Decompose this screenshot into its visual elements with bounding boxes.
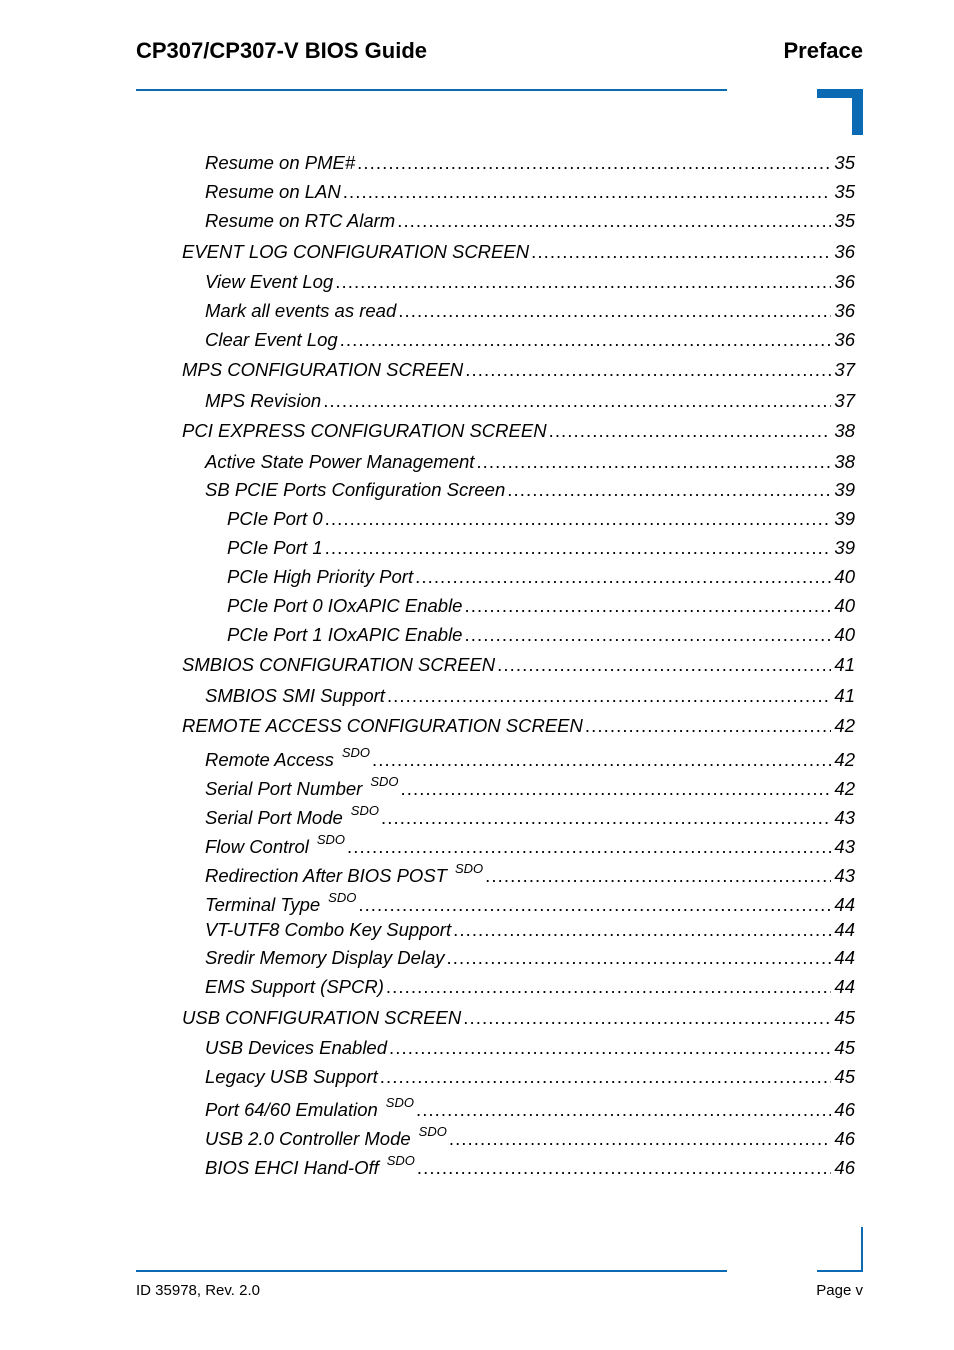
- toc-entry-title: Remote Access $^{SDO}$: [205, 745, 371, 770]
- toc-entry-title: Terminal Type $^{SDO}$: [205, 890, 357, 915]
- toc-entry[interactable]: [205, 210, 855, 234]
- toc-entry[interactable]: [205, 976, 855, 1000]
- toc-entry-title: Resume on PME#: [205, 152, 356, 173]
- toc-dot-leader: [464, 624, 831, 646]
- toc-dot-leader: [585, 715, 832, 737]
- toc-dot-leader: [497, 654, 831, 676]
- toc-entry[interactable]: [205, 300, 855, 324]
- toc-entry-page: 45: [834, 1066, 855, 1087]
- toc-entry-page: 37: [834, 390, 855, 411]
- toc-entry-title: VT-UTF8 Combo Key Support: [205, 919, 452, 940]
- toc-entry[interactable]: [205, 919, 855, 943]
- toc-entry-page: 42: [834, 749, 855, 770]
- page-number: Page v: [816, 1282, 863, 1299]
- toc-entry-page: 36: [834, 271, 855, 292]
- toc-entry[interactable]: [205, 1095, 855, 1119]
- document-title: CP307/CP307-V BIOS Guide: [136, 38, 427, 63]
- toc-entry-title: BIOS EHCI Hand-Off $^{SDO}$: [205, 1153, 415, 1178]
- toc-entry-page: 46: [834, 1157, 855, 1178]
- toc-entry-page: 41: [834, 685, 855, 706]
- toc-entry-superscript: SDO: [454, 861, 484, 876]
- toc-dot-leader: [358, 894, 831, 916]
- toc-entry[interactable]: [205, 832, 855, 856]
- toc-entry-page: 40: [834, 624, 855, 645]
- section-title: Preface: [783, 38, 863, 63]
- toc-dot-leader: [476, 451, 831, 473]
- toc-entry-superscript: SDO: [316, 832, 346, 847]
- toc-entry-page: 45: [834, 1037, 855, 1058]
- toc-entry-title: PCIe Port 1: [227, 537, 323, 558]
- toc-entry[interactable]: [182, 715, 855, 739]
- toc-dot-leader: [335, 271, 831, 293]
- toc-entry-page: 39: [834, 537, 855, 558]
- toc-entry-title: EVENT LOG CONFIGURATION SCREEN: [182, 241, 530, 262]
- toc-entry[interactable]: [205, 1037, 855, 1061]
- toc-entry-title: Flow Control $^{SDO}$: [205, 832, 346, 857]
- toc-entry-page: 41: [834, 654, 855, 675]
- toc-entry-page: 38: [834, 451, 855, 472]
- toc-entry[interactable]: [182, 420, 855, 444]
- document-id: ID 35978, Rev. 2.0: [136, 1282, 260, 1299]
- toc-entry[interactable]: [205, 181, 855, 205]
- toc-entry-title: SB PCIE Ports Configuration Screen: [205, 479, 506, 500]
- toc-entry[interactable]: [205, 890, 855, 914]
- toc-entry-superscript: SDO: [350, 803, 379, 818]
- toc-entry-title: Redirection After BIOS POST $^{SDO}$: [205, 861, 484, 886]
- toc-entry[interactable]: [205, 685, 855, 709]
- toc-dot-leader: [387, 685, 831, 707]
- toc-entry-page: 35: [834, 152, 855, 173]
- toc-entry[interactable]: [205, 479, 855, 503]
- toc-entry[interactable]: [227, 508, 855, 532]
- toc-entry-page: 43: [834, 836, 855, 857]
- toc-entry-title: MPS CONFIGURATION SCREEN: [182, 359, 464, 380]
- toc-entry-title: MPS Revision: [205, 390, 322, 411]
- toc-dot-leader: [389, 1037, 831, 1059]
- corner-mark-top-vertical: [852, 89, 863, 135]
- toc-entry-superscript: SDO: [418, 1124, 447, 1139]
- header-rule: [136, 89, 727, 91]
- toc-dot-leader: [400, 778, 831, 800]
- toc-entry-page: 36: [834, 329, 855, 350]
- toc-entry-page: 46: [834, 1099, 855, 1120]
- toc-entry[interactable]: [227, 624, 855, 648]
- toc-dot-leader: [549, 420, 832, 442]
- toc-entry-superscript: SDO: [370, 774, 399, 789]
- toc-entry-title: Active State Power Management: [205, 451, 475, 472]
- toc-entry[interactable]: [205, 1124, 855, 1148]
- toc-entry-superscript: SDO: [386, 1153, 415, 1168]
- toc-entry-superscript: SDO: [385, 1095, 414, 1110]
- toc-dot-leader: [415, 566, 831, 588]
- toc-dot-leader: [381, 807, 831, 829]
- toc-entry-superscript: SDO: [328, 890, 357, 905]
- toc-dot-leader: [357, 152, 831, 174]
- toc-entry-title: PCIe Port 0 IOxAPIC Enable: [227, 595, 463, 616]
- toc-entry-page: 44: [834, 919, 855, 940]
- toc-dot-leader: [453, 919, 831, 941]
- toc-dot-leader: [463, 1007, 831, 1029]
- toc-entry-page: 36: [834, 241, 855, 262]
- toc-entry[interactable]: [205, 861, 855, 885]
- toc-dot-leader: [343, 181, 832, 203]
- toc-entry[interactable]: [205, 1153, 855, 1177]
- toc-dot-leader: [485, 865, 831, 887]
- toc-dot-leader: [386, 976, 832, 998]
- toc-dot-leader: [398, 300, 831, 322]
- toc-entry-title: Resume on LAN: [205, 181, 341, 202]
- toc-entry-title: View Event Log: [205, 271, 334, 292]
- toc-entry[interactable]: [182, 241, 855, 265]
- toc-dot-leader: [323, 390, 831, 412]
- toc-dot-leader: [416, 1099, 831, 1121]
- toc-entry-page: 42: [834, 715, 855, 736]
- toc-entry[interactable]: [205, 451, 855, 475]
- toc-entry-page: 39: [834, 479, 855, 500]
- toc-entry-title: SMBIOS CONFIGURATION SCREEN: [182, 654, 496, 675]
- toc-entry-page: 40: [834, 566, 855, 587]
- toc-entry[interactable]: [205, 774, 855, 798]
- toc-entry[interactable]: [205, 1066, 855, 1090]
- toc-dot-leader: [531, 241, 831, 263]
- toc-entry[interactable]: [205, 745, 855, 769]
- toc-entry-title: Legacy USB Support: [205, 1066, 378, 1087]
- toc-dot-leader: [417, 1157, 832, 1179]
- toc-entry-title: PCIe Port 1 IOxAPIC Enable: [227, 624, 463, 645]
- toc-entry-title: Port 64/60 Emulation $^{SDO}$: [205, 1095, 414, 1120]
- toc-entry-title: EMS Support (SPCR): [205, 976, 384, 997]
- toc-entry[interactable]: [227, 595, 855, 619]
- toc-dot-leader: [340, 329, 832, 351]
- toc-entry-title: Clear Event Log: [205, 329, 338, 350]
- toc-entry-page: 44: [834, 894, 855, 915]
- toc-entry-page: 37: [834, 359, 855, 380]
- toc-dot-leader: [465, 359, 831, 381]
- toc-entry-title: Serial Port Mode $^{SDO}$: [205, 803, 379, 828]
- toc-entry[interactable]: [182, 359, 855, 383]
- toc-entry-page: 35: [834, 210, 855, 231]
- toc-entry-page: 43: [834, 807, 855, 828]
- toc-entry-page: 39: [834, 508, 855, 529]
- toc-entry-page: 35: [834, 181, 855, 202]
- toc-entry-page: 42: [834, 778, 855, 799]
- toc-entry-page: 43: [834, 865, 855, 886]
- toc-entry-page: 36: [834, 300, 855, 321]
- toc-entry[interactable]: [205, 329, 855, 353]
- toc-entry-title: Sredir Memory Display Delay: [205, 947, 445, 968]
- toc-entry[interactable]: [205, 271, 855, 295]
- toc-dot-leader: [347, 836, 831, 858]
- toc-entry-title: Resume on RTC Alarm: [205, 210, 396, 231]
- toc-entry-title: PCI EXPRESS CONFIGURATION SCREEN: [182, 420, 547, 441]
- toc-entry-page: 44: [834, 947, 855, 968]
- toc-entry-page: 44: [834, 976, 855, 997]
- toc-entry-title: USB Devices Enabled: [205, 1037, 388, 1058]
- toc-entry[interactable]: [205, 390, 855, 414]
- corner-mark-bottom-vertical: [861, 1227, 863, 1272]
- toc-entry-title: USB CONFIGURATION SCREEN: [182, 1007, 462, 1028]
- toc-entry-title: REMOTE ACCESS CONFIGURATION SCREEN: [182, 715, 583, 736]
- toc-dot-leader: [372, 749, 831, 771]
- toc-dot-leader: [447, 947, 832, 969]
- toc-dot-leader: [507, 479, 831, 501]
- toc-entry-title: Serial Port Number $^{SDO}$: [205, 774, 399, 799]
- toc-entry-page: 46: [834, 1128, 855, 1149]
- toc-entry[interactable]: [205, 152, 855, 176]
- toc-entry[interactable]: [227, 566, 855, 590]
- toc-entry-page: 40: [834, 595, 855, 616]
- toc-entry-title: PCIe High Priority Port: [227, 566, 414, 587]
- toc-entry-page: 38: [834, 420, 855, 441]
- corner-mark-bottom: [817, 1270, 863, 1272]
- footer-rule: [136, 1270, 727, 1272]
- toc-dot-leader: [464, 595, 831, 617]
- toc-entry-title: USB 2.0 Controller Mode $^{SDO}$: [205, 1124, 447, 1149]
- toc-entry-title: Mark all events as read: [205, 300, 397, 321]
- toc-dot-leader: [325, 508, 832, 530]
- toc-entry[interactable]: [205, 803, 855, 827]
- toc-entry[interactable]: [182, 1007, 855, 1031]
- toc-dot-leader: [397, 210, 831, 232]
- toc-entry[interactable]: [205, 947, 855, 971]
- toc-dot-leader: [325, 537, 832, 559]
- toc-dot-leader: [380, 1066, 832, 1088]
- toc-entry-page: 45: [834, 1007, 855, 1028]
- toc-entry-title: PCIe Port 0: [227, 508, 323, 529]
- toc-entry[interactable]: [227, 537, 855, 561]
- toc-entry-superscript: SDO: [341, 745, 371, 760]
- toc-entry[interactable]: [182, 654, 855, 678]
- toc-dot-leader: [449, 1128, 832, 1150]
- toc-entry-title: SMBIOS SMI Support: [205, 685, 385, 706]
